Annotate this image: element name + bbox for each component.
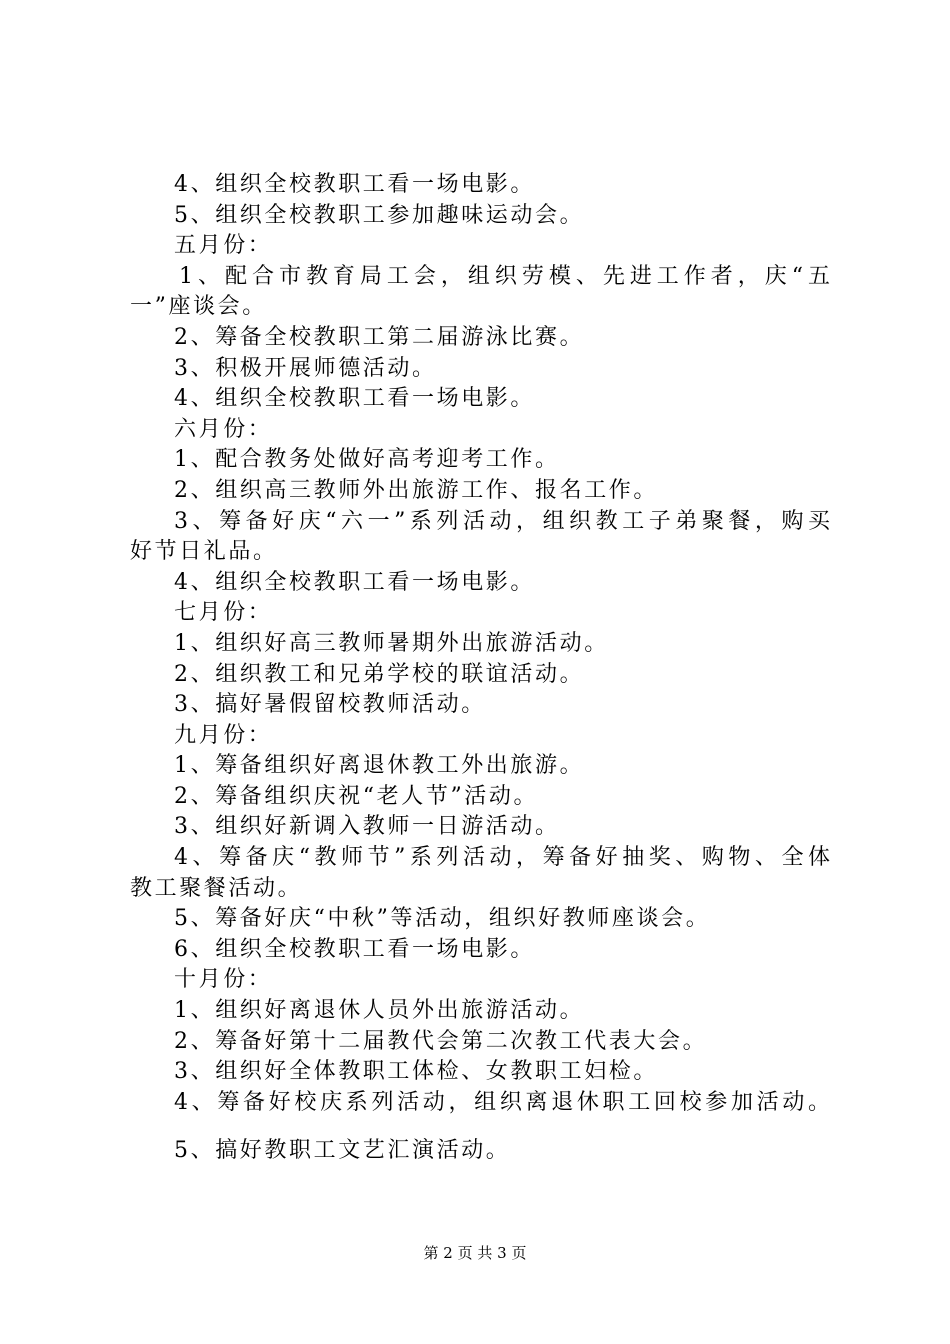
paragraph-line: 2、组织高三教师外出旅游工作、报名工作。 (174, 477, 658, 503)
paragraph-line: 3、积极开展师德活动。 (174, 355, 437, 381)
paragraph-line: 5、筹备好庆“中秋”等活动，组织好教师座谈会。 (174, 906, 711, 932)
paragraph-line: 3、组织好全体教职工体检、女教职工妇检。 (174, 1059, 658, 1085)
paragraph-line: 4、组织全校教职工看一场电影。 (174, 172, 535, 197)
paragraph-line: 3、组织好新调入教师一日游活动。 (174, 814, 560, 840)
section-heading-may: 五月份： (174, 233, 273, 259)
section-heading-september: 九月份： (174, 722, 273, 748)
document-body (130, 170, 830, 1167)
section-heading-october: 十月份： (174, 967, 273, 993)
paragraph-line: 一”座谈会。 (130, 294, 267, 320)
section-heading-july: 七月份： (174, 600, 273, 626)
paragraph-line: 2、筹备好第十二届教代会第二次教工代表大会。 (174, 1028, 708, 1054)
paragraph-line: 1、配合教务处做好高考迎考工作。 (174, 447, 560, 473)
paragraph-line: 1、配合市教育局工会，组织劳模、先进工作者，庆“五 (179, 263, 830, 289)
paragraph-line: 5、搞好教职工文艺汇演活动。 (174, 1138, 511, 1164)
paragraph-line: 3、筹备好庆“六一”系列活动，组织教工子弟聚餐，购买 (174, 508, 830, 534)
paragraph-line: 2、组织教工和兄弟学校的联谊活动。 (174, 661, 585, 687)
paragraph-line: 3、搞好暑假留校教师活动。 (174, 692, 486, 718)
paragraph-line: 4、筹备好校庆系列活动，组织离退休职工回校参加活动。 (174, 1089, 830, 1115)
paragraph-line: 1、组织好离退休人员外出旅游活动。 (174, 998, 585, 1024)
paragraph-line: 2、筹备组织庆祝“老人节”活动。 (174, 783, 539, 809)
paragraph-line: 2、筹备全校教职工第二届游泳比赛。 (174, 324, 585, 350)
paragraph-line: 好节日礼品。 (130, 539, 278, 565)
page-footer: 第 2 页 共 3 页 (423, 1244, 527, 1262)
paragraph-line: 6、组织全校教职工看一场电影。 (174, 936, 535, 962)
paragraph-line: 教工聚餐活动。 (130, 875, 303, 901)
paragraph-line: 4、组织全校教职工看一场电影。 (174, 386, 535, 412)
paragraph-line: 1、组织好高三教师暑期外出旅游活动。 (174, 630, 609, 656)
paragraph-line: 5、组织全校教职工参加趣味运动会。 (174, 202, 585, 228)
paragraph-spacer (130, 1118, 830, 1136)
paragraph-line: 4、组织全校教职工看一场电影。 (174, 569, 535, 595)
paragraph-line: 4、筹备庆“教师节”系列活动，筹备好抽奖、购物、全体 (174, 845, 830, 871)
paragraph-line: 1、筹备组织好离退休教工外出旅游。 (174, 753, 585, 779)
section-heading-june: 六月份： (174, 416, 273, 442)
